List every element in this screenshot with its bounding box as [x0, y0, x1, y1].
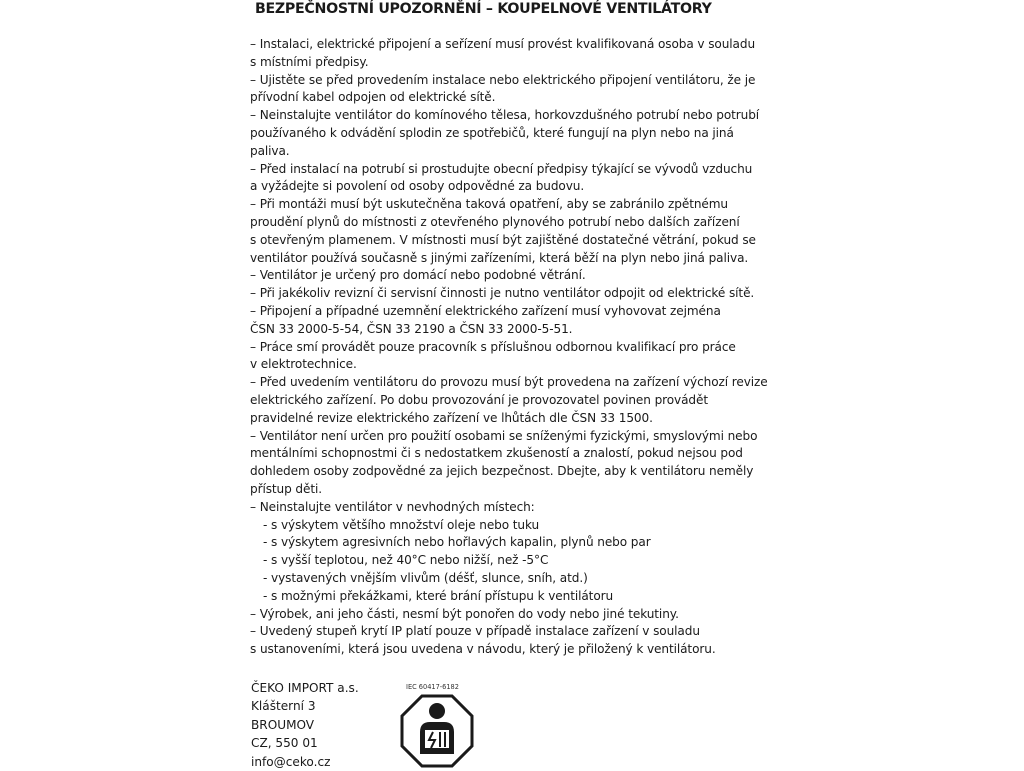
location-item: - s vyšší teplotou, než 40°C nebo nižší, než -5°C [263, 553, 549, 568]
company-name: ČEKO IMPORT a.s. [251, 681, 359, 695]
warning-item [250, 285, 790, 303]
warning-item [250, 606, 790, 624]
warning-line: – Před instalací na potrubí si prostudujte obecní předpisy týkající se vývodů vzduchu [250, 161, 753, 176]
warning-item [250, 374, 790, 427]
warning-line: ČSN 33 2000-5-54, ČSN 33 2190 a ČSN 33 2000-5-51. [250, 321, 573, 336]
warning-item [250, 303, 790, 339]
warning-line: – Při montáži musí být uskutečněna taková opatření, aby se zabránilo zpětnému [250, 197, 728, 212]
warning-line: – Při jakékoliv revizní či servisní činnosti je nutno ventilátor odpojit od elektrické sítě. [250, 286, 755, 301]
warning-line: – Výrobek, ani jeho části, nesmí být ponořen do vody nebo jiné tekutiny. [250, 606, 679, 621]
warning-line: s místními předpisy. [250, 54, 369, 69]
warning-line: – Ujistěte se před provedením instalace nebo elektrického připojení ventilátoru, že je [250, 72, 756, 87]
warning-line: paliva. [250, 143, 290, 158]
warning-line: používaného k odvádění splodin ze spotřebičů, které fungují na plyn nebo na jiná [250, 125, 734, 140]
warning-line: – Neinstalujte ventilátor do komínového tělesa, horkovzdušného potrubí nebo potrubí [250, 108, 760, 123]
street: Klášterní 3 [251, 699, 316, 714]
warning-line: – Práce smí provádět pouze pracovník s příslušnou odbornou kvalifikací pro práce [250, 339, 736, 354]
location-item: - s výskytem agresivních nebo hořlavých kapalin, plynů nebo par [263, 535, 651, 550]
warning-line: – Ventilátor není určen pro použití osobami se sníženými fyzickými, smyslovými nebo [250, 428, 758, 443]
warning-line: dohledem osoby zodpovědné za jejich bezpečnost. Dbejte, aby k ventilátoru neměly [250, 464, 754, 479]
location-item: - s výskytem většího množství oleje nebo tuku [263, 517, 540, 532]
warning-line: mentálními schopnostmi či s nedostatkem zkušeností a znalostí, pokud nejsou pod [250, 446, 743, 461]
warning-line: – Ventilátor je určený pro domácí nebo podobné větrání. [250, 268, 586, 283]
city: BROUMOV [251, 717, 315, 732]
warning-line: ventilátor používá současně s jinými zařízeními, která běží na plyn nebo jiná paliva. [250, 250, 749, 265]
warning-line: přívodní kabel odpojen od elektrické sítě. [250, 90, 496, 105]
warning-line: elektrického zařízení. Po dobu provozování je provozovatel povinen provádět [250, 392, 708, 407]
warning-line: přístup děti. [250, 481, 323, 496]
location-item: - vystavených vnějším vlivům (déšť, slunce, sníh, atd.) [263, 570, 588, 585]
qualified-electrician-icon [400, 694, 474, 768]
warnings-list [250, 36, 790, 659]
email: info@ceko.cz [251, 754, 331, 769]
warning-item [250, 623, 790, 659]
address-block [251, 679, 359, 771]
page-title: BEZPEČNOSTNÍ UPOZORNĚNÍ – KOUPELNOVÉ VENTILÁTORY [255, 1, 712, 17]
warning-line: s otevřeným plamenem. V místnosti musí být zajištěné dostatečné větrání, pokud se [250, 232, 756, 247]
warning-line: – Připojení a případné uzemnění elektrického zařízení musí vyhovovat zejména [250, 303, 721, 318]
warning-item [250, 339, 790, 375]
locations-intro: – Neinstalujte ventilátor v nevhodných místech: [250, 499, 535, 514]
warning-item [250, 72, 790, 108]
location-item: - s možnými překážkami, které brání přístupu k ventilátoru [263, 588, 614, 603]
warning-line: pravidelné revize elektrického zařízení ve lhůtách dle ČSN 33 1500. [250, 410, 653, 425]
warning-line: a vyžádejte si povolení od osoby odpovědné za budovu. [250, 179, 585, 194]
iec-standard-label: IEC 60417-6182 [406, 683, 459, 691]
warning-item [250, 267, 790, 285]
postal-code: CZ, 550 01 [251, 736, 318, 751]
warning-line: v elektrotechnice. [250, 357, 357, 372]
warning-item [250, 107, 790, 160]
warning-line: s ustanoveními, která jsou uvedena v návodu, který je přiložený k ventilátoru. [250, 642, 716, 657]
warning-item [250, 428, 790, 499]
warning-line: – Před uvedením ventilátoru do provozu musí být provedena na zařízení výchozí revize [250, 375, 768, 390]
warning-item [250, 36, 790, 72]
warning-line: proudění plynů do místnosti z otevřeného plynového potrubí nebo dalších zařízení [250, 214, 740, 229]
warning-line: – Instalaci, elektrické připojení a seřízení musí provést kvalifikovaná osoba v souladu [250, 37, 756, 51]
warning-item [250, 196, 790, 267]
warning-item [250, 161, 790, 197]
warning-line: – Uvedený stupeň krytí IP platí pouze v případě instalace zařízení v souladu [250, 624, 700, 639]
